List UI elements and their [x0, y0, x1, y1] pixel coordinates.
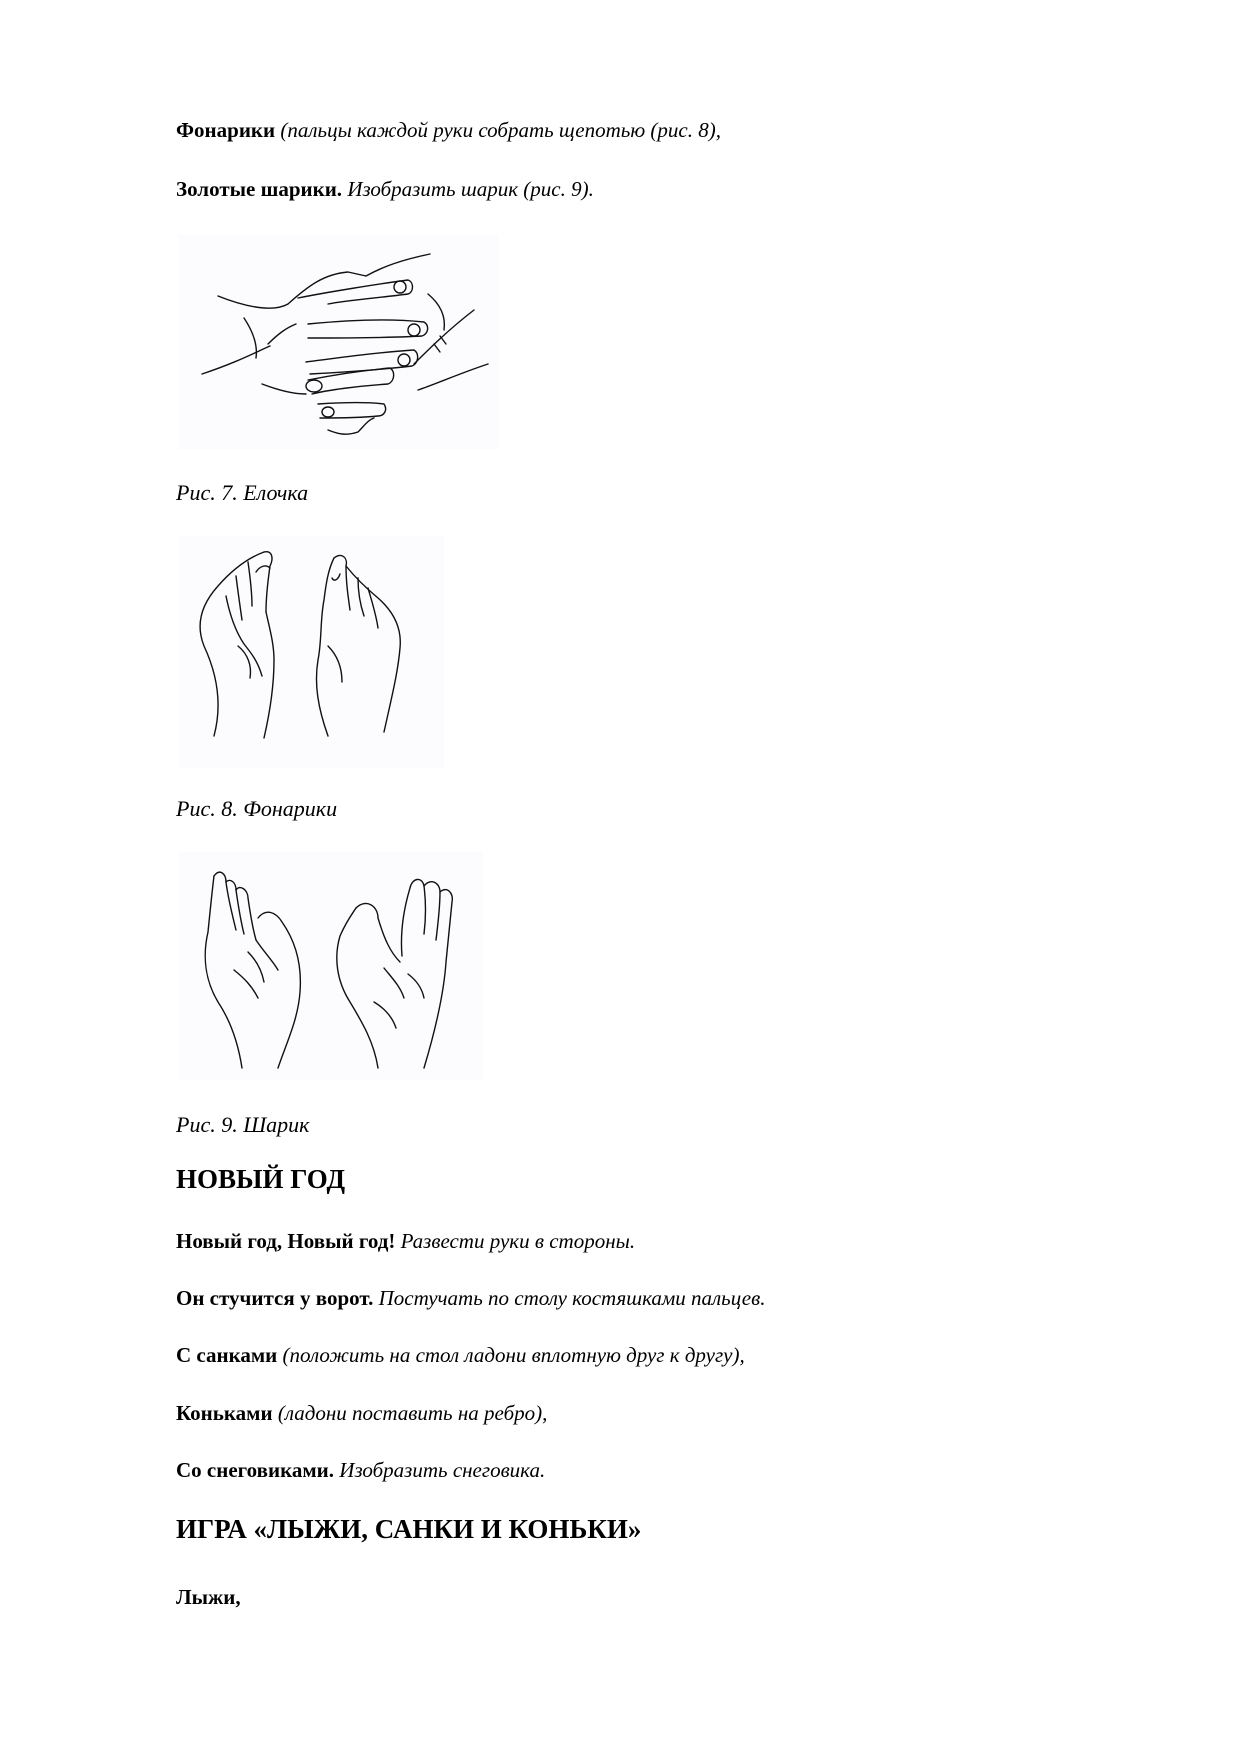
verse-text: Коньками [176, 1401, 273, 1425]
figure-8-caption: Рис. 8. Фонарики [176, 796, 338, 821]
ball-hands-illustration-icon [178, 852, 483, 1080]
verse-text: Золотые шарики. [176, 177, 343, 201]
figure-7-fir-tree-hands [178, 234, 498, 449]
instruction-text: (пальцы каждой руки собрать щепотью (рис. 8), [275, 118, 721, 142]
verse-line-4 [176, 1401, 547, 1426]
instruction-text: Изобразить шарик (рис. 9). [342, 177, 594, 201]
instruction-line-lanterns [176, 118, 721, 143]
lantern-hands-illustration-icon [178, 536, 444, 768]
verse-line-2 [176, 1286, 765, 1311]
verse-text: Со снеговиками. [176, 1458, 335, 1482]
instruction-line-golden-balls [176, 177, 594, 202]
verse-text: Фонарики [176, 118, 276, 142]
instruction-text: (положить на стол ладони вплотную друг к другу), [277, 1343, 745, 1367]
interlaced-fingers-illustration-icon [178, 234, 498, 449]
instruction-text: (ладони поставить на ребро), [272, 1401, 548, 1425]
verse-text: С санками [176, 1343, 278, 1367]
verse-text: Новый год, Новый год! [176, 1229, 396, 1253]
section-heading-new-year: НОВЫЙ ГОД [176, 1164, 346, 1194]
figure-8-lantern-hands [178, 536, 444, 768]
verse-line-1 [176, 1229, 635, 1254]
section-heading-game: ИГРА «ЛЫЖИ, САНКИ И КОНЬКИ» [176, 1514, 642, 1544]
figure-9-caption: Рис. 9. Шарик [176, 1112, 310, 1137]
verse-text: Лыжи, [176, 1585, 241, 1609]
verse-text: Он стучится у ворот. [176, 1286, 374, 1310]
verse-line-3 [176, 1343, 745, 1368]
figure-9-ball-hands [178, 852, 483, 1080]
instruction-text: Развести руки в стороны. [395, 1229, 636, 1253]
instruction-text: Постучать по столу костяшками пальцев. [373, 1286, 766, 1310]
instruction-text: Изобразить снеговика. [334, 1458, 546, 1482]
verse-line-5 [176, 1458, 545, 1483]
verse-line-game-1 [176, 1585, 241, 1610]
figure-7-caption: Рис. 7. Елочка [176, 480, 309, 505]
